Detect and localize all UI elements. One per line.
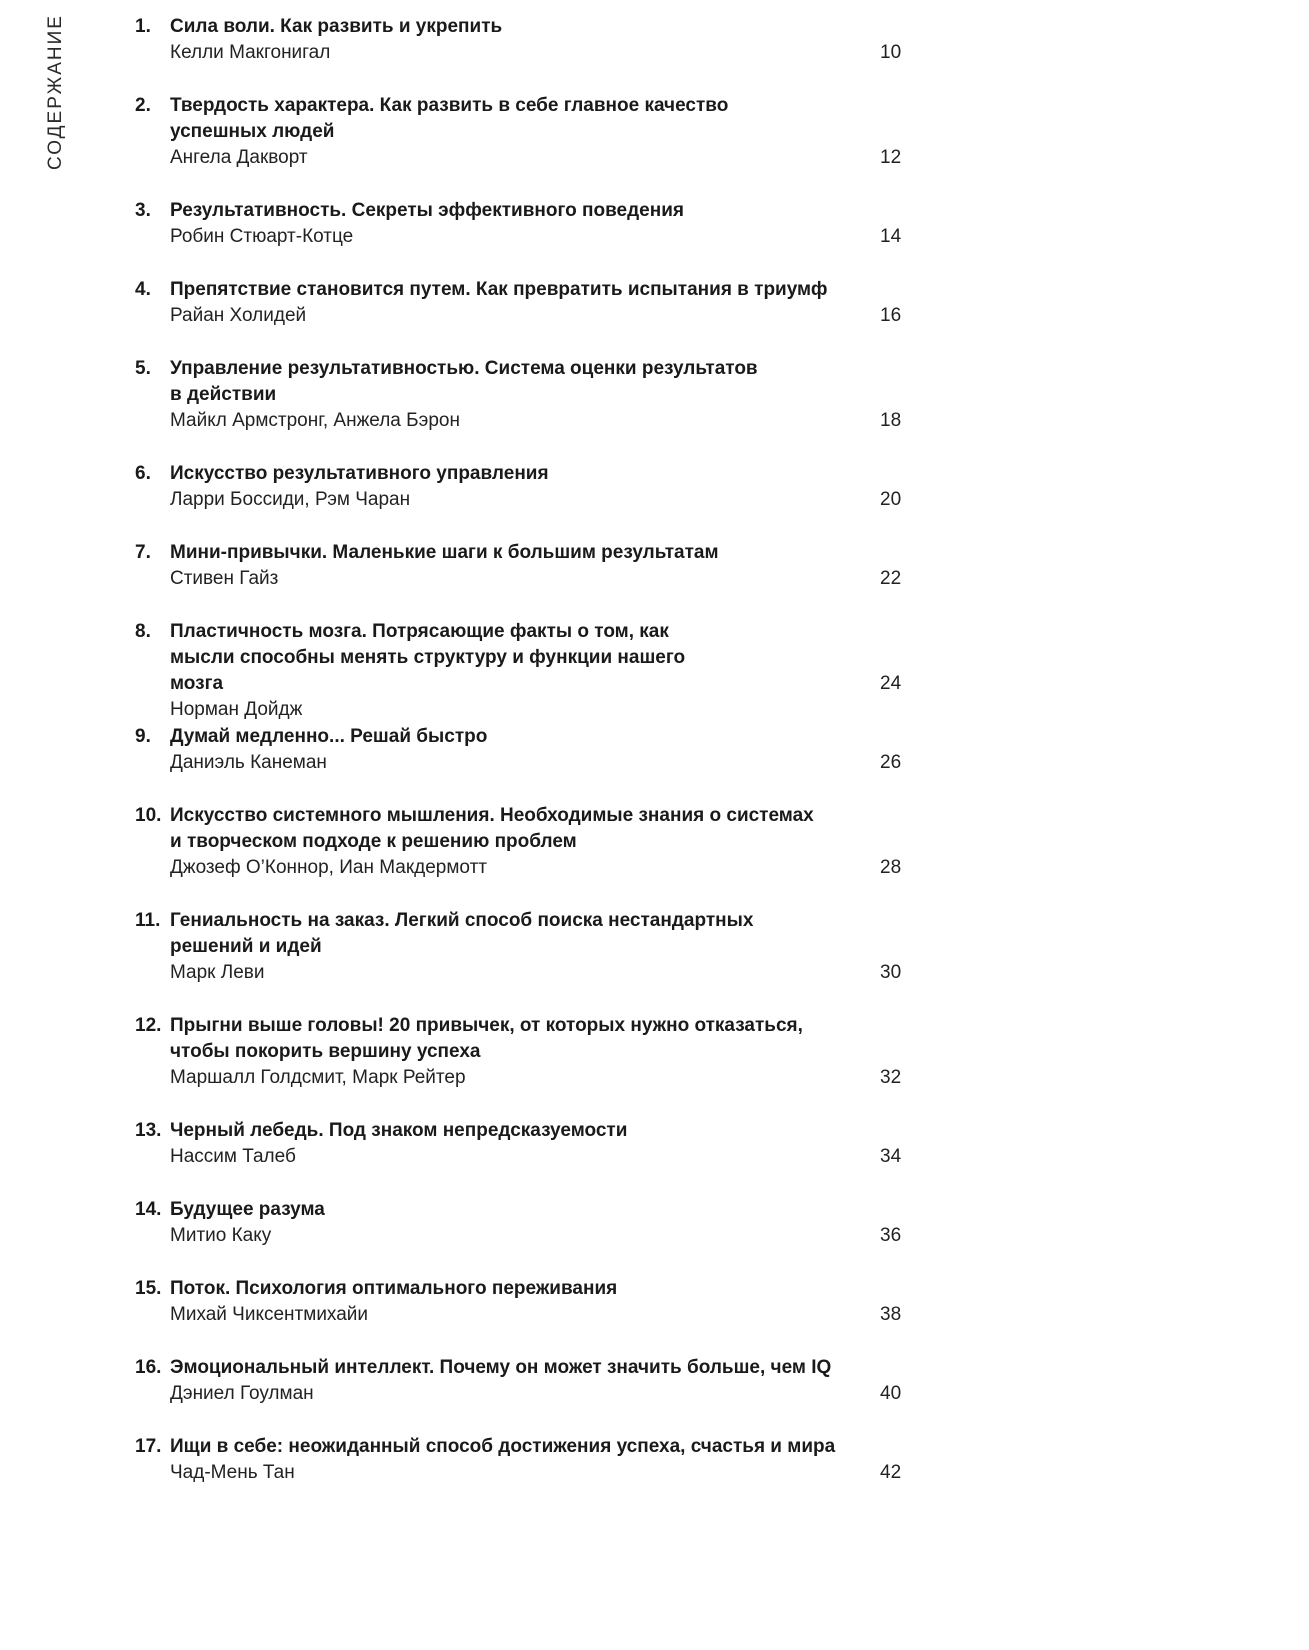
entry-page: 30 (880, 962, 902, 983)
entry-number: 5. (135, 358, 151, 379)
entry-author: Стивен Гайз (170, 568, 279, 589)
entry-title: Мини-привычки. Маленькие шаги к большим результатам (170, 542, 719, 563)
entry-number: 8. (135, 621, 151, 642)
entry-number: 7. (135, 542, 151, 563)
entry-number: 10. (135, 805, 162, 826)
entry-title: Результативность. Секреты эффективного поведения (170, 200, 684, 221)
entry-number: 3. (135, 200, 151, 221)
entry-author: Норман Дойдж (170, 699, 303, 720)
entry-number: 17. (135, 1436, 162, 1457)
entry-number: 13. (135, 1120, 162, 1141)
entry-title: Твердость характера. Как развить в себе главное качество успешных людей (170, 95, 729, 142)
entry-page: 38 (880, 1304, 902, 1325)
entry-author: Дэниел Гоулман (170, 1383, 314, 1404)
entry-number: 4. (135, 279, 151, 300)
entry-title: Искусство результативного управления (170, 463, 549, 484)
entry-number: 2. (135, 95, 151, 116)
entry-number: 11. (135, 910, 161, 931)
entry-title: Сила воли. Как развить и укрепить (170, 16, 503, 37)
entry-title: Черный лебедь. Под знаком непредсказуемости (170, 1120, 628, 1141)
entry-title: Искусство системного мышления. Необходимые знания о системах и творческом подходе к решению проблем (170, 805, 814, 852)
entry-title: Думай медленно... Решай быстро (170, 726, 488, 747)
entry-author: Чад-Мень Тан (170, 1462, 295, 1483)
entry-number: 15. (135, 1278, 162, 1299)
entry-page: 18 (880, 410, 902, 431)
entry-page: 16 (880, 305, 902, 326)
entry-page: 12 (880, 147, 902, 168)
entry-page: 28 (880, 857, 902, 878)
entry-title: Прыгни выше головы! 20 привычек, от которых нужно отказаться, чтобы покорить вершину успеха (170, 1015, 803, 1062)
entry-page: 26 (880, 752, 902, 773)
entry-page: 10 (880, 42, 902, 63)
entry-page: 32 (880, 1067, 902, 1088)
entry-author: Даниэль Канеман (170, 752, 327, 773)
entry-author: Келли Макгонигал (170, 42, 331, 63)
entry-number: 16. (135, 1357, 162, 1378)
toc-heading: СОДЕРЖАНИЕ (45, 14, 66, 170)
entry-number: 9. (135, 726, 151, 747)
entry-author: Ларри Боссиди, Рэм Чаран (170, 489, 411, 510)
entry-title: Поток. Психология оптимального переживания (170, 1278, 618, 1299)
entry-author: Нассим Талеб (170, 1146, 296, 1167)
entry-page: 34 (880, 1146, 902, 1167)
entry-page: 24 (880, 673, 902, 694)
entry-author: Митио Каку (170, 1225, 272, 1246)
entry-author: Михай Чиксентмихайи (170, 1304, 369, 1325)
entry-title: Ищи в себе: неожиданный способ достижения успеха, счастья и мира (170, 1436, 836, 1457)
entry-number: 14. (135, 1199, 162, 1220)
entry-author: Робин Стюарт-Котце (170, 226, 354, 247)
entry-number: 12. (135, 1015, 162, 1036)
entry-number: 1. (135, 16, 151, 37)
entry-title: Будущее разума (170, 1199, 325, 1220)
entry-title: Управление результативностью. Система оценки результатов в действии (170, 358, 758, 405)
entry-title: Гениальность на заказ. Легкий способ поиска нестандартных решений и идей (170, 910, 754, 957)
entry-title: Эмоциональный интеллект. Почему он может значить больше, чем IQ (170, 1357, 832, 1378)
entry-page: 40 (880, 1383, 902, 1404)
entry-title: Препятствие становится путем. Как превратить испытания в триумф (170, 279, 828, 300)
entry-title: Пластичность мозга. Потрясающие факты о том, как мысли способны менять структуру и функции нашего мозга (170, 621, 686, 694)
entry-author: Ангела Дакворт (170, 147, 308, 168)
entry-page: 22 (880, 568, 902, 589)
entry-page: 14 (880, 226, 902, 247)
entry-page: 20 (880, 489, 902, 510)
entry-author: Марк Леви (170, 962, 265, 983)
entry-author: Райан Холидей (170, 305, 307, 326)
entry-page: 42 (880, 1462, 902, 1483)
entry-author: Джозеф О’Коннор, Иан Макдермотт (170, 857, 487, 878)
entry-author: Майкл Армстронг, Анжела Бэрон (170, 410, 460, 431)
entry-author: Маршалл Голдсмит, Марк Рейтер (170, 1067, 466, 1088)
entry-page: 36 (880, 1225, 902, 1246)
entry-number: 6. (135, 463, 151, 484)
